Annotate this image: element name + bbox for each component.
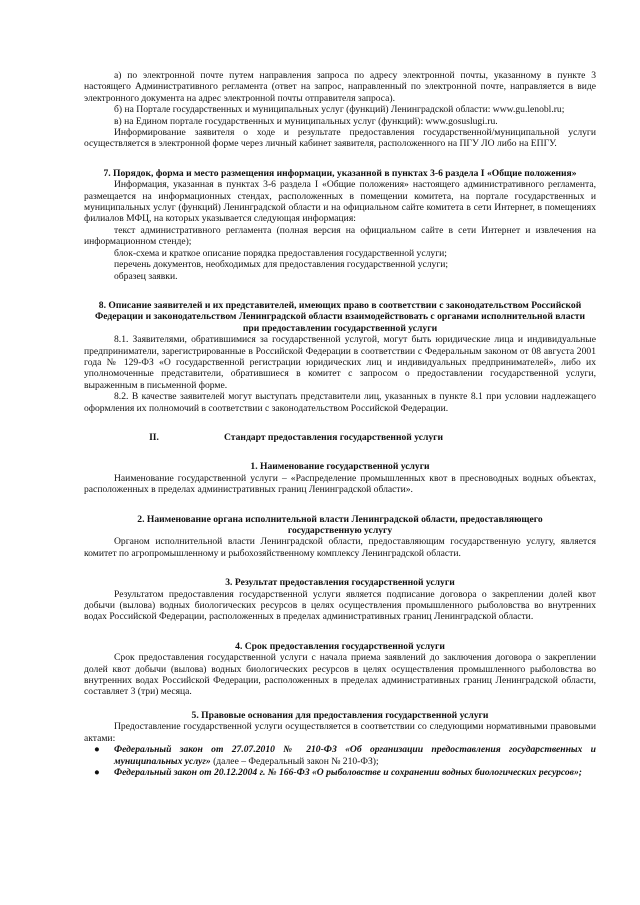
paragraph-s7-3: блок-схема и краткое описание порядка предоставления государственной услуги;	[114, 247, 447, 259]
heading-s2-1: 1. Наименование государственной услуги	[250, 461, 430, 473]
law-166-title: Федеральный закон от 20.12.2004 г. № 166-ФЗ «О рыболовстве и сохранении водных биологических ресурсов»	[114, 766, 579, 778]
paragraph-s8-1: 8.1. Заявителями, обратившимися за государственной услугой, могут быть юридические лица и индивидуальные предприниматели, зарегистрированные в Российской Федерации в соответствии с Федеральным законом от 08 августа 2001 года № 129-ФЗ «О государственной регистрации юридических лиц и индивидуальных предпринимателей», либо их уполномоченные представители, обратившиеся в комитет с запросом о предоставлении государственной услуги, выраженным в письменной форме.	[84, 334, 596, 391]
paragraph-s7-5: образец заявки.	[114, 270, 178, 282]
heading-section-7: 7. Порядок, форма и место размещения информации, указанной в пунктах 3-6 раздела I «Общие положения»	[103, 167, 577, 179]
paragraph-s2-5: Предоставление государственной услуги осуществляется в соответствии со следующими нормативными правовыми актами:	[84, 721, 596, 744]
heading-section-8: 8. Описание заявителей и их представителей, имеющих право в соответствии с законодательством Российской Федерации и законодательством Ленинградской области взаимодействовать с органами исполнительной власти при предоставлении государственной услуги	[94, 299, 585, 334]
heading-s2-4: 4. Срок предоставления государственной услуги	[235, 640, 445, 652]
section-number: II.	[149, 431, 159, 443]
paragraph-s8-2: 8.2. В качестве заявителей могут выступать представители лиц, указанных в пункте 8.1 при условии надлежащего оформления их полномочий в соответствии с законодательством Российской Федерации.	[84, 391, 596, 414]
paragraph-email: а) по электронной почте путем направления запроса по адресу электронной почты, указанному в пункте 3 настоящего Административного регламента (ответ на запрос, направленный по электронной почте, направляется в виде электронного документа на адрес электронной почты отправителя запроса).	[84, 70, 596, 104]
legal-acts-list	[84, 744, 596, 778]
heading-s2-5: 5. Правовые основания для предоставления государственной услуги	[191, 709, 489, 721]
section-II-title	[84, 432, 596, 443]
bullet-icon: ●	[94, 744, 100, 756]
heading-s2-2: 2. Наименование органа исполнительной власти Ленинградской области, предоставляющего государственную услугу	[137, 513, 543, 536]
paragraph-s2-1: Наименование государственной услуги – «Распределение промышленных квот в пресноводных водных объектах, расположенных в пределах административных границ Ленинградской области».	[84, 472, 596, 496]
paragraph-s7-2: текст административного регламента (полная версия на официальном сайте в сети Интернет и извлечения на информационном стенде);	[84, 224, 596, 248]
bullet-icon: ●	[94, 766, 100, 778]
paragraph-s2-2: Органом исполнительной власти Ленинградской области, предоставляющим государственную услугу, является комитет по агропромышленному и рыбохозяйственному комплексу Ленинградской области.	[84, 536, 596, 559]
paragraph-s2-4: Срок предоставления государственной услуги с начала приема заявлений до заключения договора о закреплении долей квот добычи (вылова) водных биологических ресурсов в целях осуществления промышленного рыболовства во внутренних водах Российской Федерации, расположенных в пределах административных границ Ленинградской области, составляет 3 (три) месяца.	[84, 652, 596, 698]
paragraph-unified-portal: в) на Едином портале государственных и муниципальных услуг (функций): www.gosuslugi.ru.	[114, 115, 498, 127]
law-210-title: Федеральный закон от 27.07.2010 № 210-ФЗ «Об организации предоставления государственных и муниципальных услуг»	[114, 744, 596, 767]
paragraph-s7-1: Информация, указанная в пунктах 3-6 раздела I «Общие положения» настоящего административного регламента, размещается на информационных стендах, расположенных в помещении комитета, на портале государственных и муниципальных услуг (функций) Ленинградской области и на официальном сайте комитета в сети Интернет, в помещениях филиалов МФЦ, на которых указывается следующая информация:	[84, 179, 596, 225]
heading-s2-3: 3. Результат предоставления государственной услуги	[225, 577, 455, 589]
paragraph-regional-portal: б) на Портале государственных и муниципальных услуг (функций) Ленинградской области: www.gu.lenobl.ru;	[114, 104, 565, 116]
section-title-text: Стандарт предоставления государственной услуги	[224, 431, 444, 443]
list-item	[84, 767, 596, 778]
law-166-note: ;	[578, 766, 582, 778]
paragraph-s2-3: Результатом предоставления государственной услуги является подписание договора о закреплении долей квот добычи (вылова) водных биологических ресурсов в целях осуществления промышленного рыболовства во внутренних водах Российской Федерации, расположенных в пределах административных границ Ленинградской области.	[84, 588, 596, 623]
paragraph-s7-4: перечень документов, необходимых для предоставления государственной услуги;	[114, 259, 449, 271]
list-item	[84, 744, 596, 767]
paragraph-informing: Информирование заявителя о ходе и результате предоставления государственной/муниципальной услуги осуществляется в электронной форме через личный кабинет заявителя, расположенного на ПГУ ЛО либо на ЕПГУ.	[84, 127, 596, 150]
document-page	[84, 70, 596, 778]
law-210-note: (далее – Федеральный закон № 210-ФЗ);	[210, 755, 379, 767]
